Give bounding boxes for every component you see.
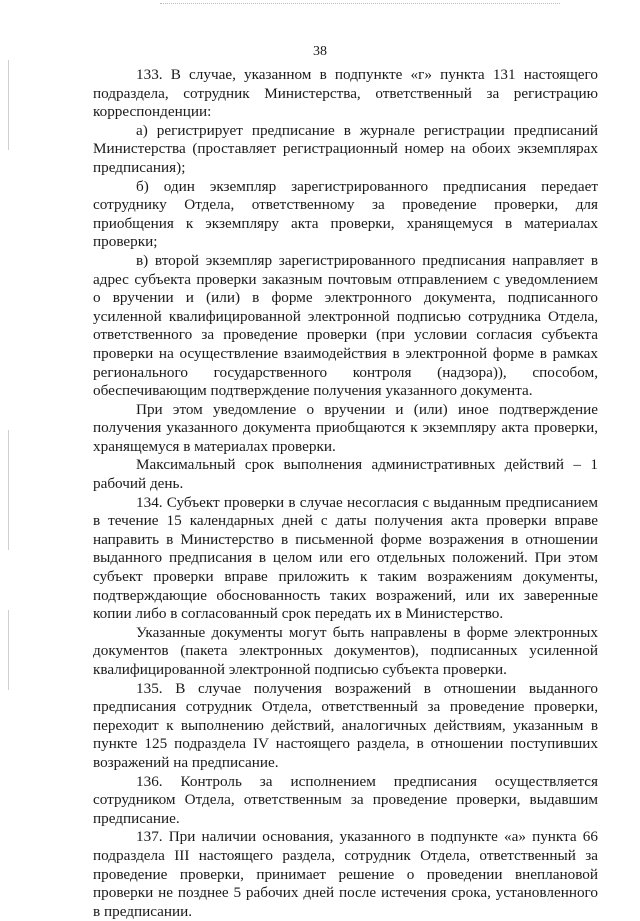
- scan-artifact-line: [160, 3, 560, 5]
- paragraph-133-v: в) второй экземпляр зарегистрированного предписания направляет в адрес субъекта проверки заказным почтовым отправлением с уведомлением о вручении и (или) в форме электронного документа, подписанного усиленной квалифицированной электронной подписью сотрудника Отдела, ответственного за проведение проверки (при условии согласия субъекта проверки на осуществление взаимодействия в электронной форме в рамках регионального государственного контроля (надзора)), способом, обеспечивающим подтверждение получения указанного документа.: [93, 251, 598, 400]
- document-body: [93, 66, 598, 921]
- margin-scan-mark: [8, 430, 9, 550]
- paragraph-max-term: Максимальный срок выполнения административных действий – 1 рабочий день.: [93, 456, 598, 493]
- paragraph-135: 135. В случае получения возражений в отношении выданного предписания сотрудник Отдела, ответственный за проведение проверки, переходит к выполнению действий, аналогичных действиям, указанным в пункте 125 подраздела IV настоящего раздела, в отношении поступивших возражений на предписание.: [93, 679, 598, 771]
- paragraph-134: 134. Субъект проверки в случае несогласия с выданным предписанием в течение 15 календарных дней с даты получения акта проверки вправе направить в Министерство в письменной форме возражения в отношении выданного предписания в целом или его отдельных положений. При этом субъект проверки вправе приложить к таким возражениям документы, подтверждающие обоснованность таких возражений, или их заверенные копии либо в согласованный срок передать их в Министерство.: [93, 493, 598, 623]
- paragraph-electronic-documents: Указанные документы могут быть направлены в форме электронных документов (пакета электронных документов), подписанных усиленной квалифицированной электронной подписью субъекта проверки.: [93, 623, 598, 678]
- paragraph-137: 137. При наличии основания, указанного в подпункте «а» пункта 66 подраздела III настоящего раздела, сотрудник Отдела, ответственный за проведение проверки, принимает решение о проведении внеплановой проверки не позднее 5 рабочих дней после истечения срока, установленного в предписании.: [93, 828, 598, 920]
- paragraph-133-a: а) регистрирует предписание в журнале регистрации предписаний Министерства (проставляет регистрационный номер на обоих экземплярах предписания);: [93, 121, 598, 176]
- paragraph-notification: При этом уведомление о вручении и (или) иное подтверждение получения указанного документа приобщаются к экземпляру акта проверки, хранящемуся в материалах проверки.: [93, 400, 598, 455]
- paragraph-133: 133. В случае, указанном в подпункте «г» пункта 131 настоящего подраздела, сотрудник Министерства, ответственный за регистрацию корреспонденции:: [93, 66, 598, 121]
- margin-scan-mark: [8, 610, 9, 690]
- margin-scan-mark: [8, 60, 9, 150]
- page-number: 38: [313, 44, 327, 59]
- paragraph-136: 136. Контроль за исполнением предписания осуществляется сотрудником Отдела, ответственным за проведение проверки, выдавшим предписание.: [93, 772, 598, 827]
- paragraph-133-b: б) один экземпляр зарегистрированного предписания передает сотруднику Отдела, ответственному за проведение проверки, для приобщения к экземпляру акта проверки, хранящемуся в материалах проверки;: [93, 177, 598, 251]
